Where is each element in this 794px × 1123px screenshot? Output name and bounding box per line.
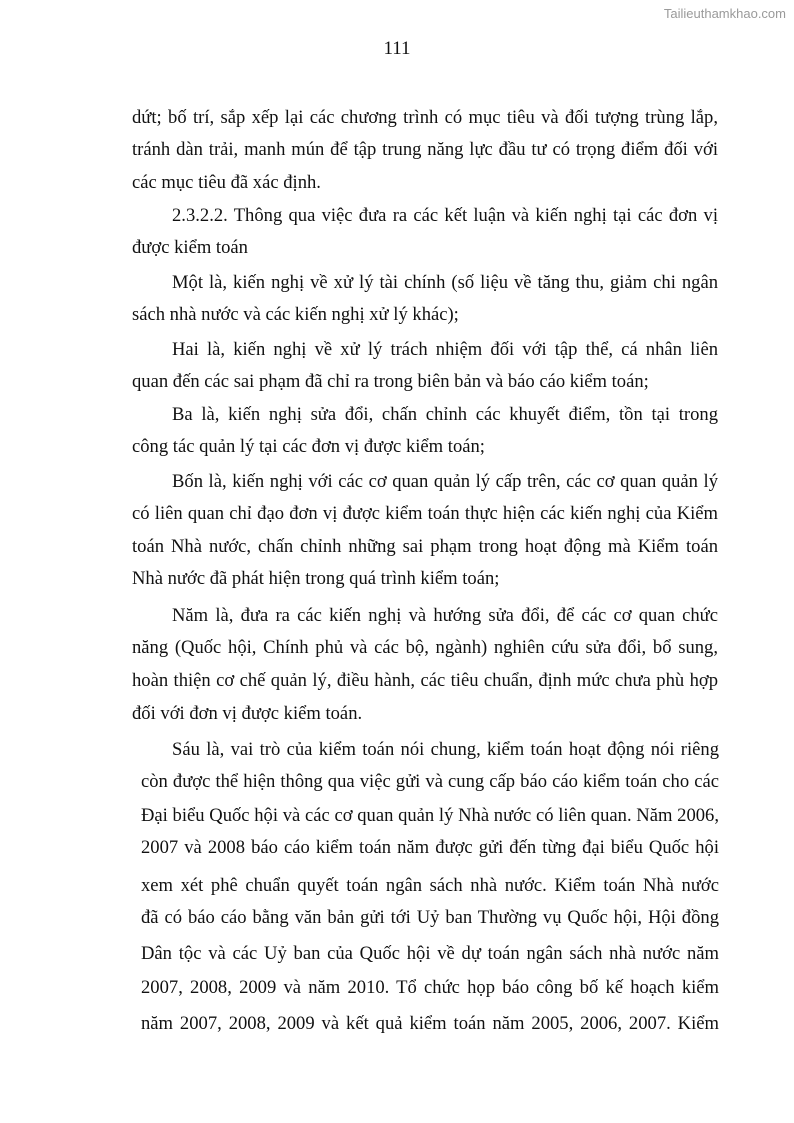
watermark: Tailieuthamkhao.com: [663, 6, 786, 21]
body-text-line: tránh dàn trải, manh mún để tập trung năng lực đầu tư có trọng điểm đối với: [132, 139, 718, 160]
body-text-line: dứt; bố trí, sắp xếp lại các chương trình có mục tiêu và đối tượng trùng lắp,: [132, 107, 718, 128]
body-text-line: Nhà nước đã phát hiện trong quá trình kiểm toán;: [132, 568, 500, 589]
body-text-line: Ba là, kiến nghị sửa đổi, chấn chỉnh các khuyết điểm, tồn tại trong: [172, 404, 718, 425]
body-text-line: năm 2007, 2008, 2009 và kết quả kiểm toán năm 2005, 2006, 2007. Kiểm: [141, 1013, 719, 1034]
body-text-line: đã có báo cáo bằng văn bản gửi tới Uỷ ban Thường vụ Quốc hội, Hội đồng: [141, 907, 719, 928]
body-text-line: công tác quản lý tại các đơn vị được kiểm toán;: [132, 436, 485, 457]
body-text-line: còn được thể hiện thông qua việc gửi và cung cấp báo cáo kiểm toán cho các: [141, 771, 719, 792]
section-heading: 2.3.2.2. Thông qua việc đưa ra các kết luận và kiến nghị tại các đơn vị: [172, 205, 718, 226]
body-text-line: Một là, kiến nghị về xử lý tài chính (số liệu về tăng thu, giảm chi ngân: [172, 272, 718, 293]
body-text-line: Đại biểu Quốc hội và các cơ quan quản lý Nhà nước có liên quan. Năm 2006,: [141, 805, 719, 826]
body-text-line: Bốn là, kiến nghị với các cơ quan quản lý cấp trên, các cơ quan quản lý: [172, 471, 718, 492]
body-text-line: Năm là, đưa ra các kiến nghị và hướng sửa đổi, để các cơ quan chức: [172, 605, 718, 626]
body-text-line: 2007, 2008, 2009 và năm 2010. Tổ chức họp báo công bố kế hoạch kiểm: [141, 977, 719, 998]
body-text-line: các mục tiêu đã xác định.: [132, 172, 321, 193]
body-text-line: hoàn thiện cơ chế quản lý, điều hành, các tiêu chuẩn, định mức chưa phù hợp: [132, 670, 718, 691]
body-text-line: quan đến các sai phạm đã chỉ ra trong biên bản và báo cáo kiểm toán;: [132, 371, 649, 392]
body-text-line: xem xét phê chuẩn quyết toán ngân sách nhà nước. Kiểm toán Nhà nước: [141, 875, 719, 896]
body-text-line: toán Nhà nước, chấn chỉnh những sai phạm trong hoạt động mà Kiểm toán: [132, 536, 718, 557]
body-text-line: Dân tộc và các Uỷ ban của Quốc hội về dự toán ngân sách nhà nước năm: [141, 943, 719, 964]
body-text-line: Hai là, kiến nghị về xử lý trách nhiệm đối với tập thể, cá nhân liên: [172, 339, 718, 360]
page-number: 111: [383, 38, 411, 59]
body-text-line: đối với đơn vị được kiểm toán.: [132, 703, 363, 724]
body-text-line: năng (Quốc hội, Chính phủ và các bộ, ngành) nghiên cứu sửa đổi, bổ sung,: [132, 637, 718, 658]
body-text-line: 2007 và 2008 báo cáo kiểm toán năm được gửi đến từng đại biểu Quốc hội: [141, 837, 719, 858]
section-heading: được kiểm toán: [132, 237, 248, 258]
body-text-line: Sáu là, vai trò của kiểm toán nói chung, kiểm toán hoạt động nói riêng: [172, 739, 719, 760]
body-text-line: sách nhà nước và các kiến nghị xử lý khác);: [132, 304, 459, 325]
body-text-line: có liên quan chỉ đạo đơn vị được kiểm toán thực hiện các kiến nghị của Kiểm: [132, 503, 718, 524]
